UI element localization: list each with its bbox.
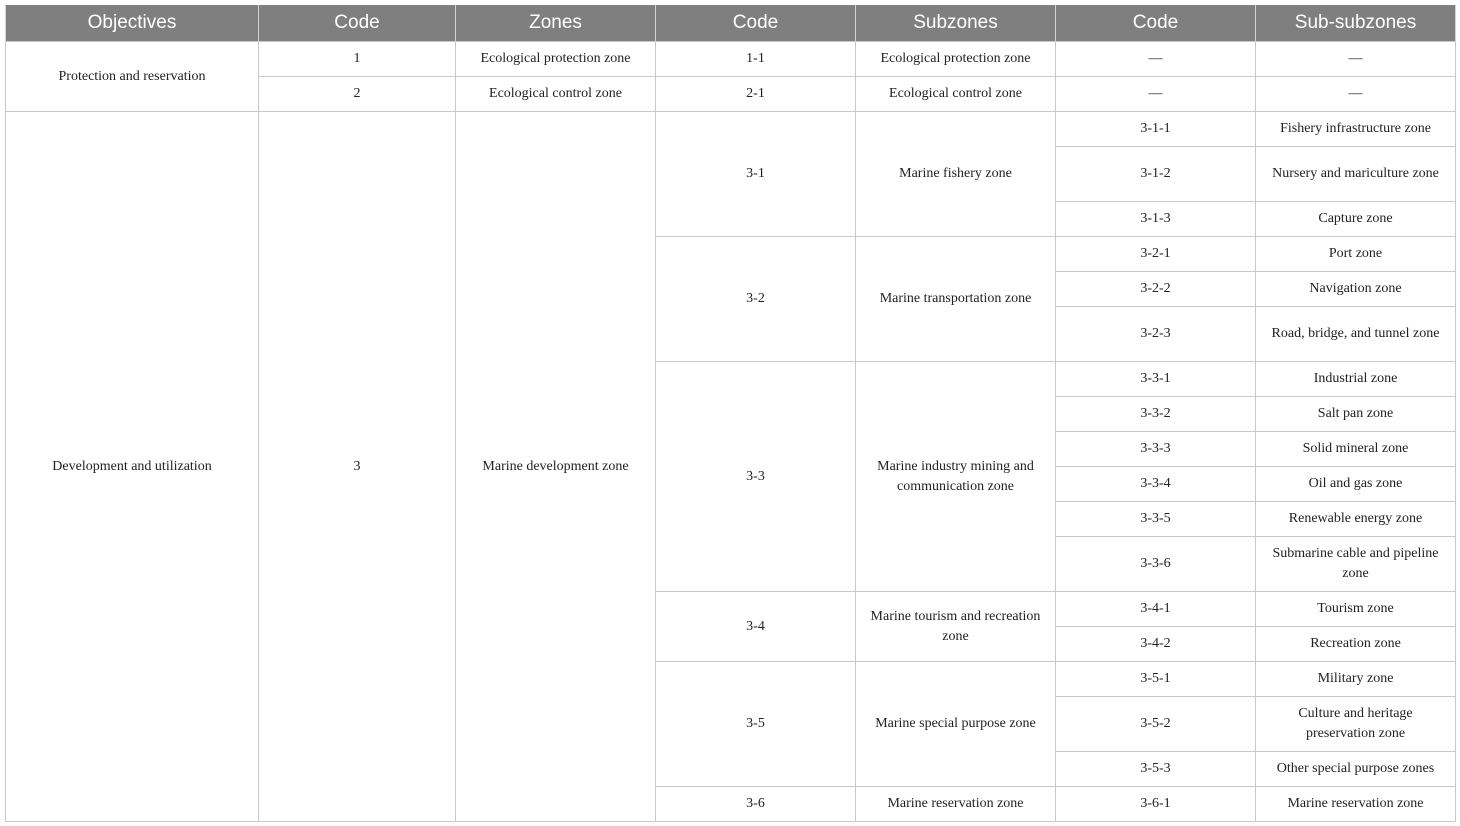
subsubzone-name-cell: Capture zone xyxy=(1256,202,1456,237)
subsubzone-code-cell: 3-3-5 xyxy=(1056,502,1256,537)
subsubzone-code-cell: 3-2-3 xyxy=(1056,307,1256,362)
subsubzone-code-cell: 3-5-3 xyxy=(1056,752,1256,787)
subsubzone-name-cell: — xyxy=(1256,77,1456,112)
subzone-name-cell: Marine special purpose zone xyxy=(856,662,1056,787)
subsubzone-code-cell: 3-3-4 xyxy=(1056,467,1256,502)
subsubzone-code-cell: — xyxy=(1056,42,1256,77)
subsubzone-code-cell: 3-3-6 xyxy=(1056,537,1256,592)
subsubzone-code-cell: 3-4-2 xyxy=(1056,627,1256,662)
subzone-name-cell: Ecological control zone xyxy=(856,77,1056,112)
subsubzone-name-cell: Tourism zone xyxy=(1256,592,1456,627)
header-zone-code: Code xyxy=(259,5,456,42)
zone-name-cell: Ecological control zone xyxy=(456,77,656,112)
header-subzones: Subzones xyxy=(856,5,1056,42)
subzone-name-cell: Marine tourism and recreation zone xyxy=(856,592,1056,662)
subsubzone-code-cell: 3-1-1 xyxy=(1056,112,1256,147)
subsubzone-name-cell: Submarine cable and pipeline zone xyxy=(1256,537,1456,592)
subsubzone-name-cell: Other special purpose zones xyxy=(1256,752,1456,787)
zone-code-cell: 1 xyxy=(259,42,456,77)
subzone-code-cell: 3-3 xyxy=(656,362,856,592)
subzone-name-cell: Marine transportation zone xyxy=(856,237,1056,362)
header-sub-subzones: Sub-subzones xyxy=(1256,5,1456,42)
subsubzone-code-cell: 3-3-1 xyxy=(1056,362,1256,397)
zoning-table xyxy=(5,5,1456,822)
subzone-code-cell: 1-1 xyxy=(656,42,856,77)
subsubzone-name-cell: Navigation zone xyxy=(1256,272,1456,307)
subsubzone-name-cell: Fishery infrastructure zone xyxy=(1256,112,1456,147)
subsubzone-name-cell: Recreation zone xyxy=(1256,627,1456,662)
subzone-code-cell: 3-5 xyxy=(656,662,856,787)
subsubzone-code-cell: 3-5-1 xyxy=(1056,662,1256,697)
subzone-name-cell: Ecological protection zone xyxy=(856,42,1056,77)
subzone-code-cell: 3-2 xyxy=(656,237,856,362)
header-zones: Zones xyxy=(456,5,656,42)
zone-name-cell: Ecological protection zone xyxy=(456,42,656,77)
subsubzone-code-cell: 3-4-1 xyxy=(1056,592,1256,627)
table-body xyxy=(6,42,1456,822)
subsubzone-name-cell: Road, bridge, and tunnel zone xyxy=(1256,307,1456,362)
subzone-code-cell: 3-4 xyxy=(656,592,856,662)
subsubzone-code-cell: 3-1-3 xyxy=(1056,202,1256,237)
subsubzone-name-cell: Solid mineral zone xyxy=(1256,432,1456,467)
subsubzone-name-cell: Culture and heritage preservation zone xyxy=(1256,697,1456,752)
objective-cell: Protection and reservation xyxy=(6,42,259,112)
subsubzone-code-cell: 3-3-2 xyxy=(1056,397,1256,432)
header-subsubzone-code: Code xyxy=(1056,5,1256,42)
subzone-name-cell: Marine industry mining and communication zone xyxy=(856,362,1056,592)
table-row xyxy=(6,112,1456,147)
subsubzone-name-cell: Oil and gas zone xyxy=(1256,467,1456,502)
subsubzone-code-cell: 3-2-2 xyxy=(1056,272,1256,307)
subsubzone-code-cell: 3-5-2 xyxy=(1056,697,1256,752)
subsubzone-name-cell: Marine reservation zone xyxy=(1256,787,1456,822)
header-subzone-code: Code xyxy=(656,5,856,42)
subzone-code-cell: 3-1 xyxy=(656,112,856,237)
subzone-code-cell: 3-6 xyxy=(656,787,856,822)
header-row xyxy=(6,5,1456,42)
subsubzone-code-cell: — xyxy=(1056,77,1256,112)
subsubzone-name-cell: Salt pan zone xyxy=(1256,397,1456,432)
subsubzone-code-cell: 3-3-3 xyxy=(1056,432,1256,467)
table-row xyxy=(6,42,1456,77)
subzone-name-cell: Marine reservation zone xyxy=(856,787,1056,822)
subzone-name-cell: Marine fishery zone xyxy=(856,112,1056,237)
zone-code-cell: 3 xyxy=(259,112,456,822)
subsubzone-code-cell: 3-1-2 xyxy=(1056,147,1256,202)
zone-name-cell: Marine development zone xyxy=(456,112,656,822)
subsubzone-name-cell: — xyxy=(1256,42,1456,77)
subsubzone-name-cell: Nursery and mariculture zone xyxy=(1256,147,1456,202)
subsubzone-name-cell: Port zone xyxy=(1256,237,1456,272)
subsubzone-name-cell: Renewable energy zone xyxy=(1256,502,1456,537)
subzone-code-cell: 2-1 xyxy=(656,77,856,112)
subsubzone-name-cell: Industrial zone xyxy=(1256,362,1456,397)
header-objectives: Objectives xyxy=(6,5,259,42)
subsubzone-name-cell: Military zone xyxy=(1256,662,1456,697)
subsubzone-code-cell: 3-6-1 xyxy=(1056,787,1256,822)
objective-cell: Development and utilization xyxy=(6,112,259,822)
subsubzone-code-cell: 3-2-1 xyxy=(1056,237,1256,272)
zone-code-cell: 2 xyxy=(259,77,456,112)
